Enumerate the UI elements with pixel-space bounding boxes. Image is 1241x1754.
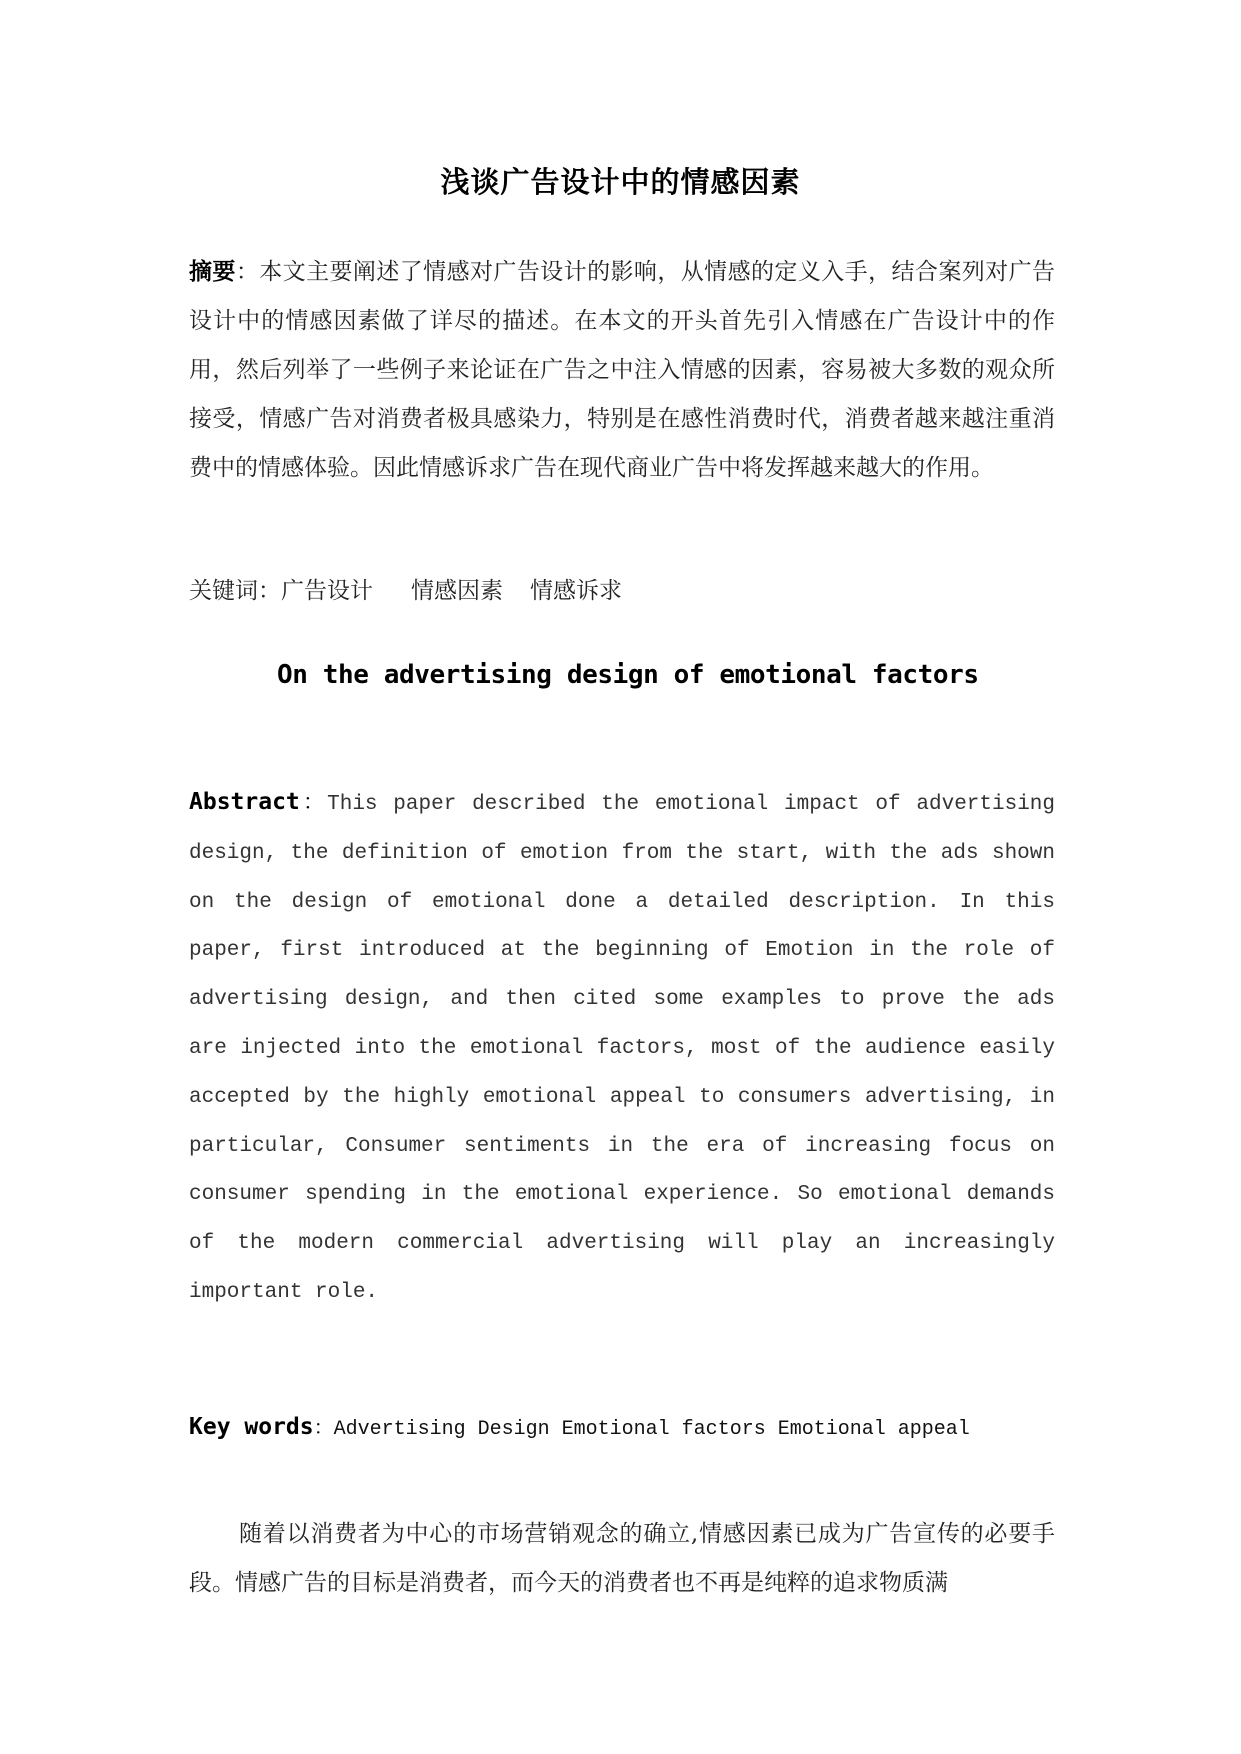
chinese-keyword: 情感诉求 (530, 578, 622, 604)
chinese-abstract-label: 摘要 (189, 259, 236, 285)
chinese-title: 浅谈广告设计中的情感因素 (440, 165, 801, 199)
chinese-abstract-text: 本文主要阐述了情感对广告设计的影响，从情感的定义入手，结合案列对广告设计中的情感因素做了详尽的描述。在本文的开头首先引入情感在广告设计中的作用，然后列举了一些例子来论证在广告之中注入情感的因素，容易被大多数的观众所接受，情感广告对消费者极具感染力，特别是在感性消费时代，消费者越来越注重消费中的情感体验。因此情感诉求广告在现代商业广告中将发挥越来越大的作用。 (189, 259, 1056, 481)
english-abstract-text: This paper described the emotional impact of advertising design, the definition of emotion from the start, with the ads shown on the design of emotional done a detailed description. In this paper, first introduced at the beginning of Emotion in the role of advertising design, and then cited some examples to prove the ads are injected into the emotional factors, most of the audience easily accepted by the highly emotional appeal to consumers advertising, in particular, Consumer sentiments in the era of increasing focus on consumer spending in the emotional experience. So emotional demands of the modern commercial advertising will play an increasingly important role. (189, 793, 1056, 1304)
english-abstract (189, 778, 1055, 1318)
english-keywords-colon: ： (313, 1418, 334, 1441)
body-paragraph: 随着以消费者为中心的市场营销观念的确立,情感因素已成为广告宣传的必要手段。情感广告的目标是消费者，而今天的消费者也不再是纯粹的追求物质满 (189, 1521, 1055, 1596)
chinese-keywords-label: 关键词： (189, 578, 281, 604)
english-abstract-colon: ： (299, 793, 328, 816)
chinese-keywords (189, 572, 1055, 605)
chinese-keyword: 情感因素 (411, 578, 503, 604)
english-keywords (189, 1412, 1055, 1445)
chinese-keyword: 广告设计 (281, 578, 373, 604)
chinese-abstract-colon: ： (235, 259, 260, 285)
chinese-abstract (189, 248, 1055, 493)
english-keywords-label: Key words (189, 1414, 314, 1440)
english-title: On the advertising design of emotional factors (277, 660, 979, 690)
english-keywords-text: Advertising Design Emotional factors Emotional appeal (333, 1418, 970, 1441)
english-abstract-label: Abstract (189, 789, 300, 815)
